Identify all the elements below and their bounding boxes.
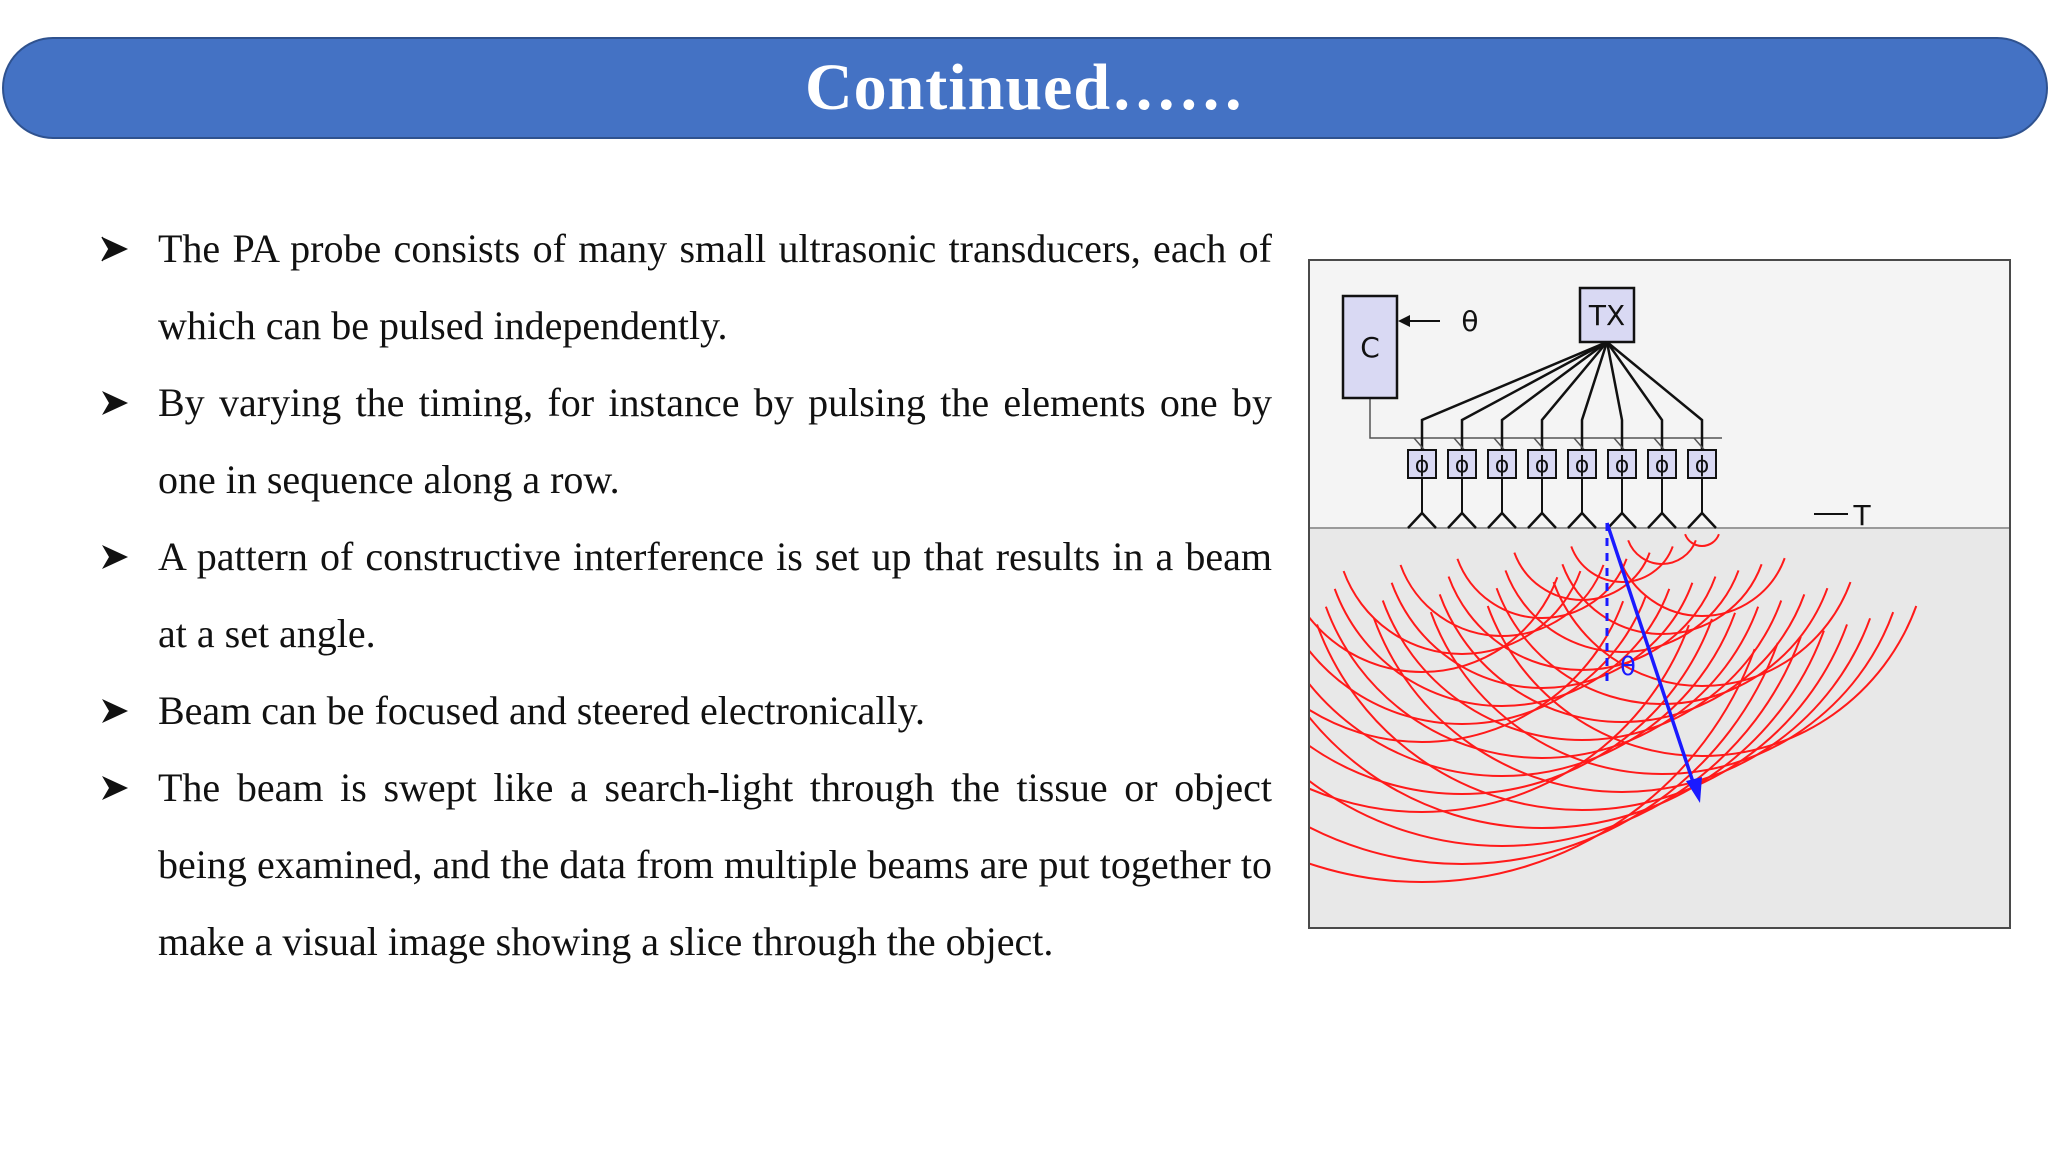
bullet-text: The PA probe consists of many small ultrasonic transducers, each of which can be pulsed independently. — [158, 226, 1272, 348]
fanout-wire — [1502, 342, 1607, 450]
wiring — [1370, 342, 1722, 461]
phase-symbol: ϕ — [1414, 453, 1430, 478]
angle-input-label: θ — [1461, 305, 1479, 338]
medium-region — [1310, 528, 2010, 928]
phase-symbol: ϕ — [1454, 453, 1470, 478]
fanout-wire — [1607, 342, 1662, 450]
beam-angle-label: θ — [1620, 652, 1636, 682]
arrow-bullet-icon — [100, 210, 140, 287]
transducer-element — [1648, 513, 1676, 528]
phase-symbol: ϕ — [1534, 453, 1550, 478]
phase-symbol: ϕ — [1654, 453, 1670, 478]
bullet-item — [100, 210, 1272, 364]
bullet-item — [100, 749, 1272, 980]
transducer-element — [1448, 513, 1476, 528]
bullet-item — [100, 518, 1272, 672]
bullet-text: The beam is swept like a search-light through the tissue or object being examined, and the data from multiple beams are put together to make a visual image showing a slice through the object. — [158, 765, 1272, 964]
transducer-elements — [1408, 450, 1716, 528]
phase-symbol: ϕ — [1574, 453, 1590, 478]
arrow-bullet-icon — [100, 672, 140, 749]
controller-label: C — [1360, 331, 1380, 364]
bullet-list — [100, 210, 1272, 980]
transducer-label: T — [1853, 499, 1871, 532]
arrowhead-icon — [1398, 315, 1410, 327]
phase-symbol: ϕ — [1494, 453, 1510, 478]
transducer-element — [1488, 513, 1516, 528]
bullet-text: By varying the timing, for instance by pulsing the elements one by one in sequence along a row. — [158, 380, 1272, 502]
transmitter-label: TX — [1588, 299, 1626, 332]
bullet-text: Beam can be focused and steered electronically. — [158, 688, 926, 733]
bullet-text: A pattern of constructive interference is set up that results in a beam at a set angle. — [158, 534, 1272, 656]
bullet-item — [100, 364, 1272, 518]
transducer-element — [1568, 513, 1596, 528]
slide-title: Continued…… — [804, 51, 1246, 124]
bullet-item — [100, 672, 1272, 749]
transducer-element — [1688, 513, 1716, 528]
transducer-element — [1408, 513, 1436, 528]
transducer-element — [1528, 513, 1556, 528]
phase-symbol: ϕ — [1694, 453, 1710, 478]
phased-array-diagram — [1308, 259, 2011, 929]
transducer-element — [1608, 513, 1636, 528]
arrow-bullet-icon — [100, 749, 140, 826]
phase-symbol: ϕ — [1614, 453, 1630, 478]
arrow-bullet-icon — [100, 364, 140, 441]
arrow-bullet-icon — [100, 518, 140, 595]
title-banner — [2, 37, 2048, 139]
